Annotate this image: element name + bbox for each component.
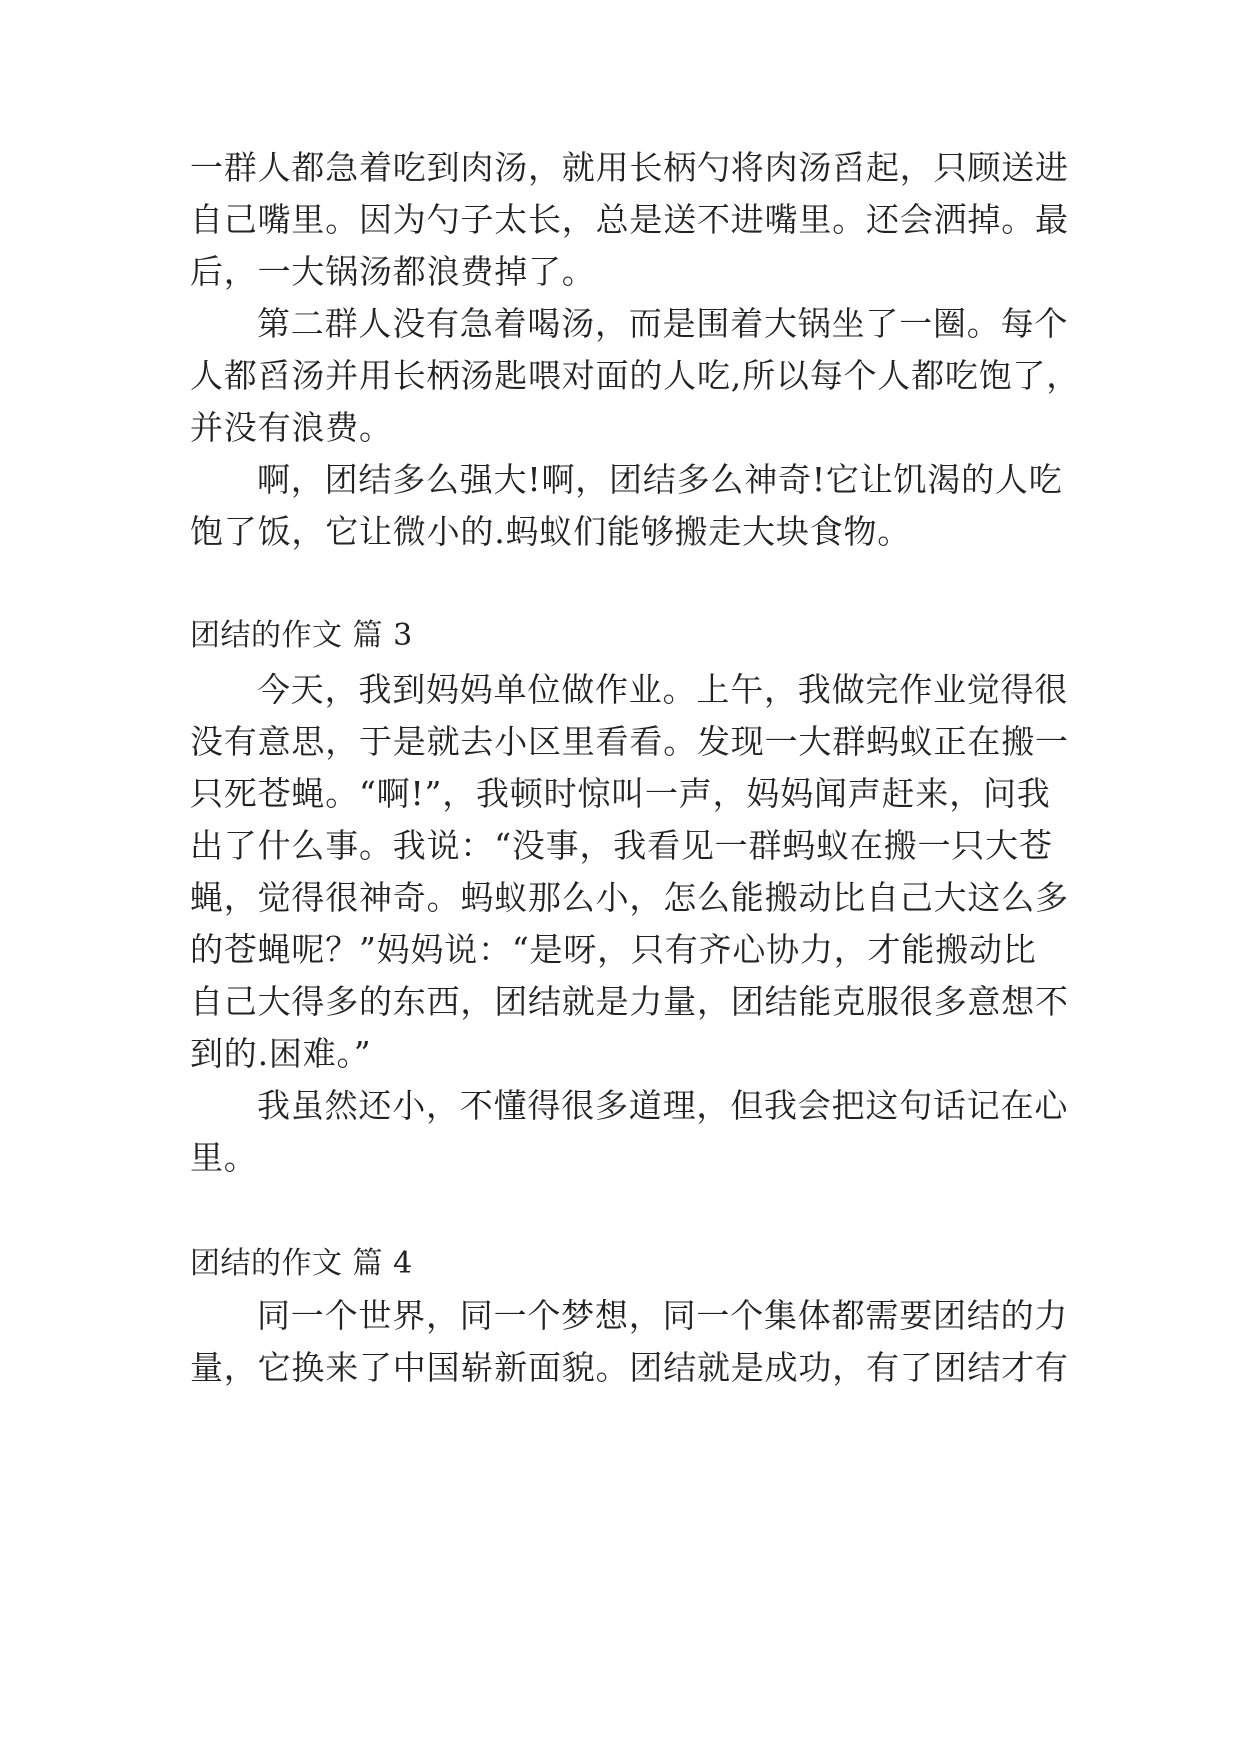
paragraph-4-line-3: 只死苍蝇。“啊!”，我顿时惊叫一声，妈妈闻声赶来，问我 [190, 774, 1051, 813]
paragraph-6-line-1: 同一个世界，同一个梦想，同一个集体都需要团结的力 [257, 1296, 1069, 1335]
paragraph-4-line-7: 自己大得多的东西，团结就是力量，团结能克服很多意想不 [190, 982, 1069, 1021]
paragraph-4-line-2: 没有意思，于是就去小区里看看。发现一大群蚂蚁正在搬一 [190, 722, 1069, 761]
paragraph-6-line-2: 量，它换来了中国崭新面貌。团结就是成功，有了团结才有 [190, 1348, 1069, 1387]
section-heading-4: 团结的作文 篇 4 [190, 1246, 413, 1281]
paragraph-2-line-1: 第二群人没有急着喝汤，而是围着大锅坐了一圈。每个 [257, 304, 1069, 343]
paragraph-4-line-8: 到的.困难。” [190, 1034, 372, 1073]
paragraph-5-line-1: 我虽然还小，不懂得很多道理，但我会把这句话记在心 [257, 1086, 1069, 1125]
section-heading-3: 团结的作文 篇 3 [190, 618, 413, 653]
paragraph-4-line-1: 今天，我到妈妈单位做作业。上午，我做完作业觉得很 [257, 670, 1069, 709]
paragraph-1-line-3: 后，一大锅汤都浪费掉了。 [190, 252, 596, 291]
paragraph-1-line-1: 一群人都急着吃到肉汤，就用长柄勺将肉汤舀起，只顾送进 [190, 148, 1069, 187]
paragraph-1-line-2: 自己嘴里。因为勺子太长，总是送不进嘴里。还会洒掉。最 [190, 200, 1069, 239]
paragraph-4-line-6: 的苍蝇呢？”妈妈说：“是呀，只有齐心协力，才能搬动比 [190, 930, 1037, 969]
paragraph-3-line-2: 饱了饭，它让微小的.蚂蚁们能够搬走大块食物。 [190, 512, 912, 551]
paragraph-4-line-5: 蝇，觉得很神奇。蚂蚁那么小，怎么能搬动比自己大这么多 [190, 878, 1069, 917]
paragraph-2-line-2: 人都舀汤并用长柄汤匙喂对面的人吃,所以每个人都吃饱了， [190, 356, 1081, 395]
paragraph-2-line-3: 并没有浪费。 [190, 408, 393, 447]
paragraph-5-line-2: 里。 [190, 1138, 258, 1177]
paragraph-3-line-1: 啊，团结多么强大!啊，团结多么神奇!它让饥渴的人吃 [257, 460, 1063, 499]
paragraph-4-line-4: 出了什么事。我说：“没事，我看见一群蚂蚁在搬一只大苍 [190, 826, 1053, 865]
